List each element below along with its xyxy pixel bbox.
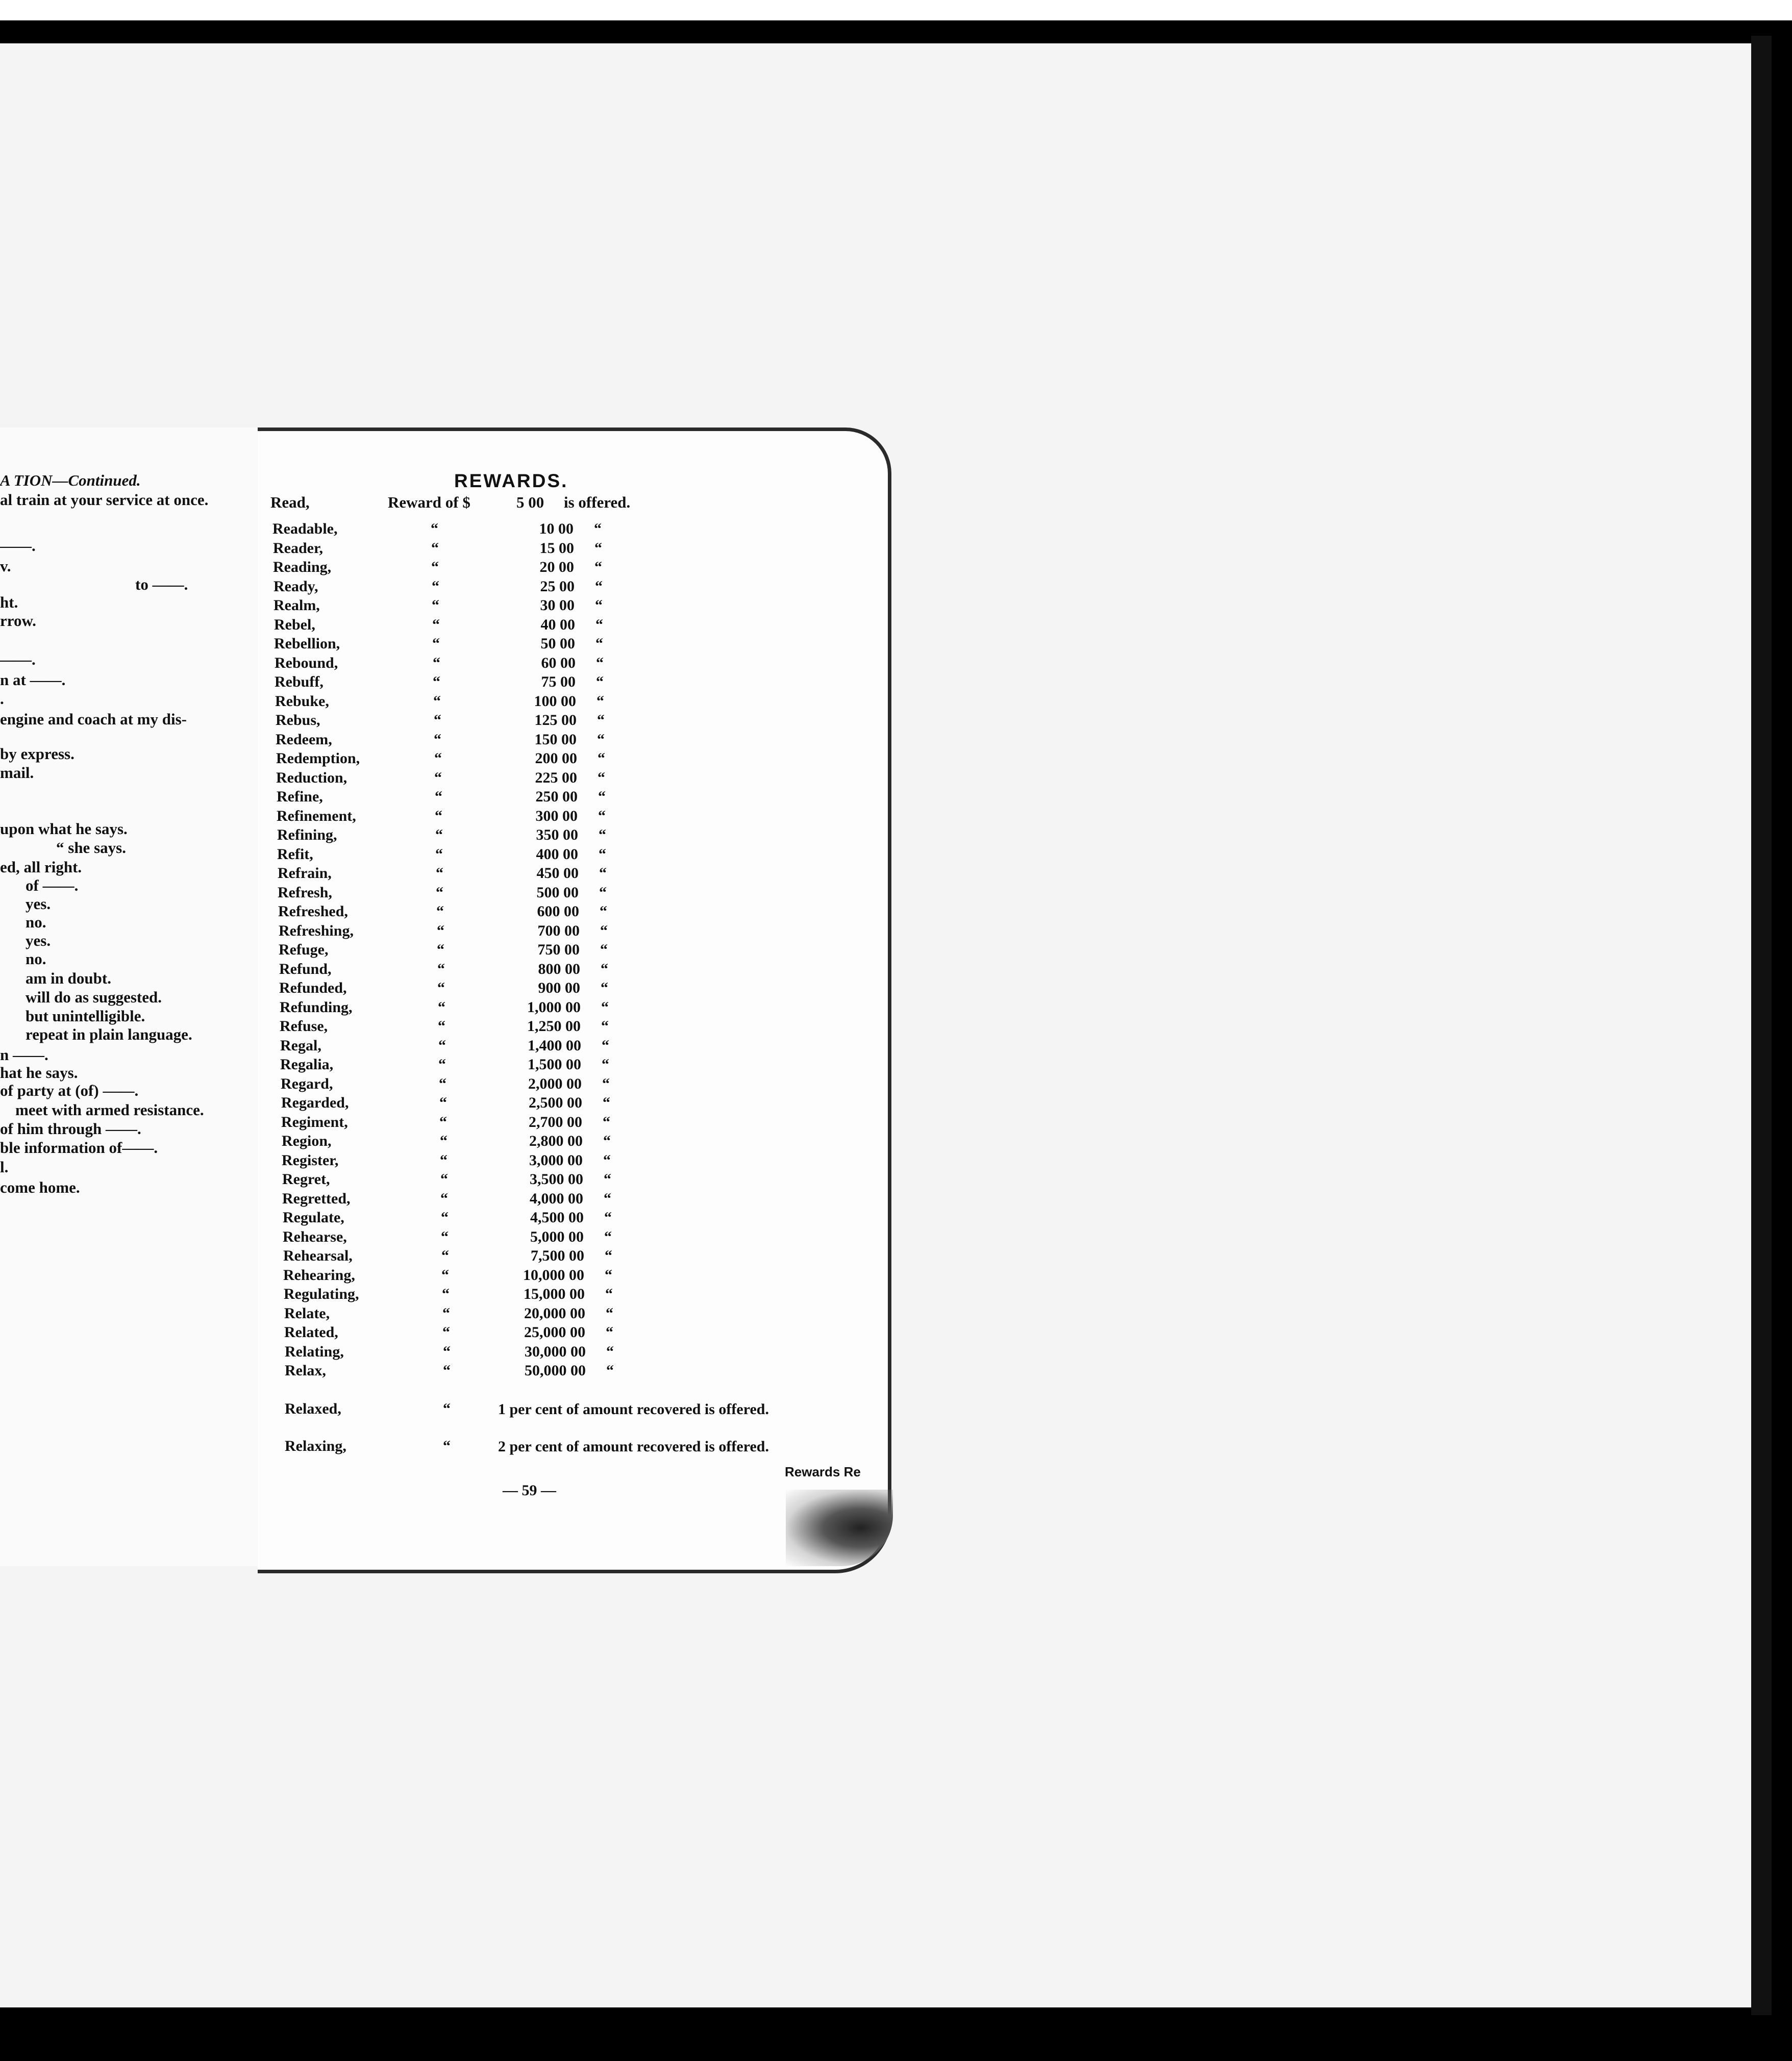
reward-amount: 50,000 00 — [525, 1362, 586, 1379]
ditto-mark: “ — [435, 788, 442, 805]
reward-word: Regretted, — [282, 1190, 351, 1207]
header-amount: 5 00 — [516, 493, 544, 511]
ditto-mark: “ — [433, 673, 440, 690]
ditto-mark: “ — [438, 1056, 446, 1073]
reward-word: Rebound, — [275, 655, 338, 671]
left-page-line: “ she says. — [56, 839, 126, 857]
left-page-line: rrow. — [0, 612, 36, 630]
ditto-mark: “ — [435, 846, 443, 863]
reward-amount: 10 00 — [539, 520, 574, 537]
left-page-line: repeat in plain language. — [26, 1025, 192, 1043]
reward-word: Relate, — [284, 1305, 330, 1322]
left-page-line: engine and coach at my dis- — [0, 710, 187, 728]
reward-percent-text: 1 per cent of amount recovered is offered. — [498, 1401, 769, 1418]
left-page-line: upon what he says. — [0, 820, 128, 838]
left-page-line: of him through ——. — [0, 1120, 141, 1138]
reward-amount: 10,000 00 — [523, 1267, 584, 1284]
ditto-mark: “ — [436, 884, 443, 901]
reward-word: Rebuff, — [275, 673, 323, 690]
reward-word: Refining, — [277, 826, 337, 843]
left-page-line: yes. — [26, 895, 51, 913]
ditto-mark: “ — [432, 597, 439, 614]
reward-amount: 20,000 00 — [524, 1305, 585, 1322]
ditto-mark: “ — [435, 808, 442, 824]
ditto-mark: “ — [600, 922, 608, 939]
ditto-mark: “ — [602, 1056, 609, 1073]
ditto-mark: “ — [438, 999, 445, 1016]
reward-word: Regulating, — [284, 1286, 359, 1302]
reward-amount: 30,000 00 — [525, 1343, 586, 1360]
reward-word: Relax, — [285, 1362, 326, 1379]
left-page-line: n at ——. — [0, 671, 66, 689]
ditto-mark: “ — [442, 1324, 450, 1341]
reward-word: Refreshing, — [279, 922, 354, 939]
ditto-mark: “ — [596, 673, 604, 690]
ditto-mark: “ — [595, 635, 603, 652]
ditto-mark: “ — [434, 712, 441, 728]
ditto-mark: “ — [432, 635, 440, 652]
top-border-strip — [0, 0, 1792, 24]
reward-amount: 2,000 00 — [528, 1075, 582, 1092]
reward-amount: 60 00 — [541, 655, 576, 671]
ditto-mark: “ — [601, 1018, 609, 1035]
left-page-line: . — [0, 690, 4, 708]
ditto-mark: “ — [599, 884, 607, 901]
left-page-line: of party at (of) ——. — [0, 1082, 139, 1099]
ditto-mark: “ — [599, 865, 607, 882]
ditto-mark: “ — [443, 1400, 451, 1417]
reward-word: Refund, — [279, 961, 332, 977]
ditto-mark: “ — [596, 655, 604, 671]
ditto-mark: “ — [439, 1114, 447, 1130]
ditto-mark: “ — [434, 769, 442, 786]
ditto-mark: “ — [441, 1209, 449, 1226]
reward-word: Refreshed, — [278, 903, 348, 920]
ditto-mark: “ — [604, 1171, 611, 1188]
left-page-line: ed, all right. — [0, 858, 82, 876]
reward-word: Region, — [282, 1133, 332, 1149]
ditto-mark: “ — [597, 731, 605, 748]
reward-word: Refine, — [277, 788, 323, 805]
reward-word: Reading, — [273, 559, 332, 575]
ditto-mark: “ — [440, 1152, 447, 1169]
reward-word: Refunded, — [279, 979, 347, 996]
reward-amount: 20 00 — [539, 559, 574, 575]
reward-amount: 600 00 — [537, 903, 579, 920]
reward-amount: 1,250 00 — [527, 1018, 581, 1035]
reward-word: Reduction, — [276, 769, 347, 786]
reward-amount: 225 00 — [535, 769, 577, 786]
ditto-mark: “ — [601, 979, 608, 996]
ditto-mark: “ — [443, 1362, 451, 1379]
ditto-mark: “ — [603, 1114, 610, 1130]
reward-amount: 5,000 00 — [530, 1228, 584, 1245]
left-page-line: v. — [0, 557, 11, 575]
ditto-mark: “ — [441, 1247, 449, 1264]
ditto-mark: “ — [435, 826, 443, 843]
ditto-mark: “ — [598, 750, 605, 767]
reward-amount: 25 00 — [540, 578, 575, 595]
reward-amount: 500 00 — [536, 884, 579, 901]
left-page-line: by express. — [0, 745, 74, 763]
ditto-mark: “ — [602, 1037, 609, 1054]
reward-amount: 2,700 00 — [529, 1114, 582, 1130]
ditto-mark: “ — [594, 540, 602, 557]
ditto-mark: “ — [596, 693, 604, 710]
ditto-mark: “ — [431, 559, 439, 575]
left-page-line: meet with armed resistance. — [15, 1101, 204, 1119]
ditto-mark: “ — [439, 1075, 446, 1092]
reward-word: Regiment, — [281, 1114, 348, 1130]
ditto-mark: “ — [601, 999, 609, 1016]
reward-amount: 800 00 — [538, 961, 580, 977]
reward-amount: 2,500 00 — [529, 1094, 582, 1111]
reward-amount: 50 00 — [540, 635, 575, 652]
left-page-line: of ——. — [26, 876, 79, 894]
left-page-line: ble information of——. — [0, 1139, 158, 1157]
reward-amount: 4,000 00 — [530, 1190, 583, 1207]
reward-word: Rehearing, — [283, 1267, 355, 1284]
header-prefix: Reward of $ — [388, 493, 470, 511]
reward-amount: 2,800 00 — [529, 1133, 583, 1149]
ditto-mark: “ — [599, 826, 606, 843]
ditto-mark: “ — [441, 1228, 449, 1245]
ditto-mark: “ — [601, 961, 608, 977]
reward-amount: 15 00 — [539, 540, 574, 557]
reward-amount: 40 00 — [540, 616, 575, 633]
ditto-mark: “ — [441, 1267, 449, 1284]
ditto-mark: “ — [432, 616, 440, 633]
reward-amount: 1,000 00 — [527, 999, 581, 1016]
reward-word: Regalia, — [280, 1056, 334, 1073]
ditto-mark: “ — [606, 1343, 614, 1360]
reward-word: Regard, — [281, 1075, 333, 1092]
rewards-heading: REWARDS. — [454, 470, 568, 491]
reward-word: Regarded, — [281, 1094, 349, 1111]
ditto-mark: “ — [442, 1286, 450, 1302]
reward-amount: 3,500 00 — [530, 1171, 583, 1188]
ditto-mark: “ — [433, 655, 440, 671]
ditto-mark: “ — [442, 1305, 450, 1322]
reward-word: Rebel, — [274, 616, 315, 633]
reward-percent-text: 2 per cent of amount recovered is offered. — [498, 1438, 769, 1455]
ditto-mark: “ — [443, 1343, 451, 1360]
ditto-mark: “ — [594, 559, 602, 575]
reward-amount: 30 00 — [540, 597, 575, 614]
reward-amount: 25,000 00 — [524, 1324, 585, 1341]
reward-amount: 700 00 — [537, 922, 580, 939]
ditto-mark: “ — [437, 941, 444, 958]
reward-word: Rebuke, — [275, 693, 329, 710]
ditto-mark: “ — [605, 1267, 612, 1284]
left-page-line: ht. — [0, 593, 18, 611]
ditto-mark: “ — [604, 1209, 612, 1226]
reward-word: Refit, — [277, 846, 313, 863]
ditto-mark: “ — [605, 1247, 612, 1264]
left-page-line: no. — [26, 950, 46, 968]
reward-amount: 200 00 — [535, 750, 577, 767]
reward-word: Refinement, — [277, 808, 356, 824]
reward-word: Rebellion, — [274, 635, 340, 652]
ditto-mark: “ — [436, 865, 443, 882]
header-word: Read, — [270, 493, 310, 511]
reward-amount: 400 00 — [536, 846, 578, 863]
reward-word: Refresh, — [278, 884, 332, 901]
reward-amount: 1,500 00 — [528, 1056, 581, 1073]
ditto-mark: “ — [437, 922, 444, 939]
reward-word: Regal, — [280, 1037, 321, 1054]
reward-amount: 4,500 00 — [530, 1209, 584, 1226]
reward-amount: 7,500 00 — [531, 1247, 584, 1264]
reward-amount: 450 00 — [536, 865, 579, 882]
ditto-mark: “ — [603, 1133, 611, 1149]
ditto-mark: “ — [606, 1305, 613, 1322]
index-tab-label: Rewards Re — [785, 1464, 861, 1479]
ditto-mark: “ — [436, 903, 444, 920]
reward-amount: 1,400 00 — [528, 1037, 581, 1054]
left-page-line: mail. — [0, 764, 34, 782]
ditto-mark: “ — [598, 808, 606, 824]
left-page-line: but unintelligible. — [26, 1007, 145, 1025]
ditto-mark: “ — [432, 578, 439, 595]
left-page-line: hat he says. — [0, 1064, 78, 1082]
reward-word: Redemption, — [276, 750, 360, 767]
ditto-mark: “ — [603, 1152, 611, 1169]
left-page-line: ——. — [0, 537, 36, 555]
ditto-mark: “ — [438, 1037, 446, 1054]
reward-word: Regulate, — [283, 1209, 344, 1226]
ditto-mark: “ — [443, 1438, 451, 1454]
ditto-mark: “ — [594, 520, 602, 537]
ditto-mark: “ — [598, 769, 605, 786]
ditto-mark: “ — [437, 961, 445, 977]
reward-word: Relating, — [285, 1343, 344, 1360]
ditto-mark: “ — [434, 750, 442, 767]
ditto-mark: “ — [431, 540, 439, 557]
ditto-mark: “ — [606, 1362, 614, 1379]
left-page-line: no. — [26, 913, 46, 931]
reward-word: Refunding, — [280, 999, 353, 1016]
left-page-line: al train at your service at once. — [0, 491, 209, 509]
reward-amount: 350 00 — [536, 826, 578, 843]
reward-word: Rehearsal, — [283, 1247, 353, 1264]
ditto-mark: “ — [604, 1228, 612, 1245]
left-page-line: will do as suggested. — [26, 988, 162, 1006]
ditto-mark: “ — [600, 941, 608, 958]
ditto-mark: “ — [440, 1171, 448, 1188]
reward-word: Relaxed, — [285, 1400, 341, 1417]
ditto-mark: “ — [595, 597, 603, 614]
left-page-line: am in doubt. — [26, 969, 111, 987]
ditto-mark: “ — [439, 1094, 447, 1111]
reward-word: Realm, — [273, 597, 320, 614]
reward-amount: 15,000 00 — [524, 1286, 585, 1302]
reward-amount: 150 00 — [534, 731, 577, 748]
header-suffix: is offered. — [564, 493, 631, 511]
ditto-mark: “ — [440, 1190, 448, 1207]
ditto-mark: “ — [599, 846, 606, 863]
ditto-mark: “ — [595, 616, 603, 633]
reward-word: Relaxing, — [285, 1438, 346, 1454]
page-number: — 59 — — [503, 1482, 556, 1499]
reward-word: Refrain, — [278, 865, 332, 882]
ditto-mark: “ — [606, 1324, 613, 1341]
left-page-line: n ——. — [0, 1046, 48, 1064]
left-page-line: l. — [0, 1158, 9, 1176]
ditto-mark: “ — [438, 1018, 445, 1035]
reward-word: Readable, — [272, 520, 338, 537]
ditto-mark: “ — [604, 1190, 611, 1207]
reward-amount: 750 00 — [537, 941, 580, 958]
ditto-mark: “ — [437, 979, 445, 996]
sheet-shadow-edge — [1751, 36, 1772, 2015]
reward-word: Refuge, — [279, 941, 329, 958]
ditto-mark: “ — [602, 1075, 610, 1092]
ditto-mark: “ — [603, 1094, 610, 1111]
reward-amount: 3,000 00 — [529, 1152, 583, 1169]
ditto-mark: “ — [597, 712, 605, 728]
reward-word: Regret, — [282, 1171, 330, 1188]
reward-amount: 100 00 — [534, 693, 576, 710]
ditto-mark: “ — [440, 1133, 447, 1149]
reward-word: Refuse, — [280, 1018, 328, 1035]
reward-amount: 300 00 — [535, 808, 578, 824]
left-page-heading: A TION—Continued. — [0, 471, 141, 489]
reward-amount: 900 00 — [538, 979, 580, 996]
reward-word: Related, — [284, 1324, 338, 1341]
reward-word: Register, — [282, 1152, 339, 1169]
reward-amount: 75 00 — [541, 673, 576, 690]
ditto-mark: “ — [434, 731, 441, 748]
left-page-line: to ——. — [135, 575, 188, 593]
ditto-mark: “ — [598, 788, 606, 805]
reward-word: Redeem, — [276, 731, 332, 748]
left-page-line: yes. — [26, 932, 51, 949]
ditto-mark: “ — [431, 520, 438, 537]
left-page-line: ——. — [0, 650, 36, 668]
ditto-mark: “ — [433, 693, 441, 710]
ditto-mark: “ — [595, 578, 603, 595]
reward-word: Reader, — [273, 540, 323, 557]
reward-word: Ready, — [273, 578, 318, 595]
reward-amount: 125 00 — [534, 712, 577, 728]
reward-amount: 250 00 — [535, 788, 578, 805]
left-page-line: come home. — [0, 1178, 80, 1196]
reward-word: Rebus, — [276, 712, 320, 728]
ditto-mark: “ — [605, 1286, 613, 1302]
reward-word: Rehearse, — [283, 1228, 347, 1245]
ditto-mark: “ — [600, 903, 607, 920]
